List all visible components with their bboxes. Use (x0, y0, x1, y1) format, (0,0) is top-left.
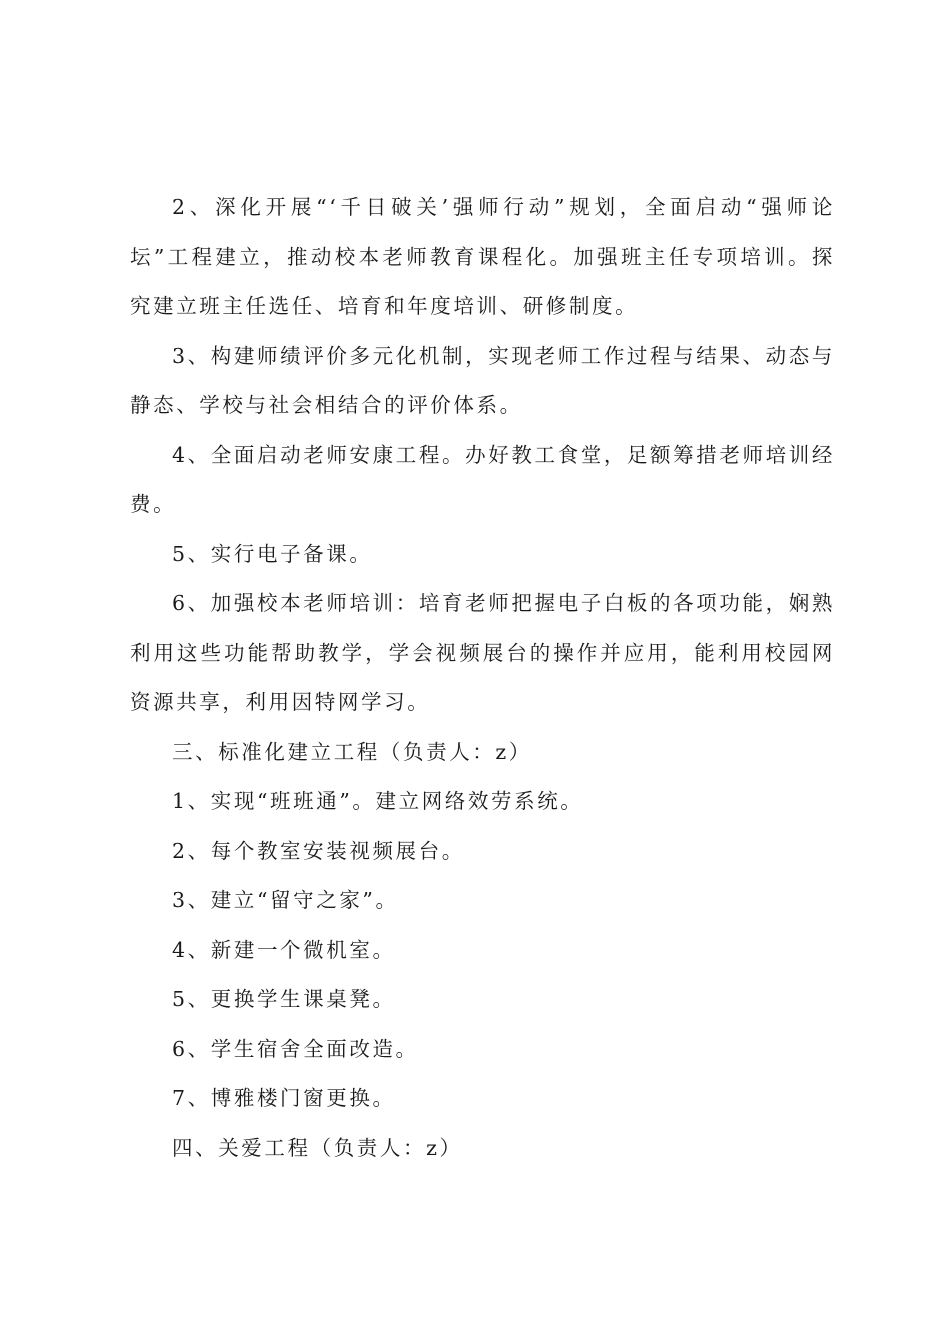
list-item-dormitory: 6、学生宿舍全面改造。 (172, 1036, 419, 1061)
paragraph-teacher-wellbeing: 4、全面启动老师安康工程。办好教工食堂，足额筹措老师培训经费。 (130, 442, 835, 516)
section-heading-standardization: 三、标准化建立工程（负责人：z） (172, 739, 532, 764)
list-item-computer-room: 4、新建一个微机室。 (172, 937, 396, 962)
list-item-video-booth: 2、每个教室安装视频展台。 (172, 838, 465, 863)
list-item-class-connectivity: 1、实现“班班通”。建立网络效劳系统。 (172, 789, 584, 813)
list-item-windows: 7、博雅楼门窗更换。 (172, 1086, 396, 1110)
paragraph-electronic-lesson-prep: 5、实行电子备课。 (172, 541, 373, 566)
list-item-desks: 5、更换学生课桌凳。 (172, 987, 396, 1011)
paragraph-evaluation-mechanism: 3、构建师绩评价多元化机制，实现老师工作过程与结果、动态与静态、学校与社会相结合的评价体系。 (130, 343, 835, 417)
list-item-left-behind-home: 3、建立“留守之家”。 (172, 888, 399, 912)
section-heading-care-project: 四、关爱工程（负责人：z） (172, 1135, 463, 1160)
paragraph-teacher-forum: 2、深化开展“‘千日破关’强师行动”规划，全面启动“强师论坛”工程建立，推动校本老师教育课程化。加强班主任专项培训。探究建立班主任选任、培育和年度培训、研修制度。 (130, 195, 835, 318)
paragraph-school-based-training: 6、加强校本老师培训：培育老师把握电子白板的各项功能，娴熟利用这些功能帮助教学，学会视频展台的操作并应用，能利用校园网资源共享，利用因特网学习。 (130, 591, 835, 714)
document-body (130, 183, 835, 1173)
